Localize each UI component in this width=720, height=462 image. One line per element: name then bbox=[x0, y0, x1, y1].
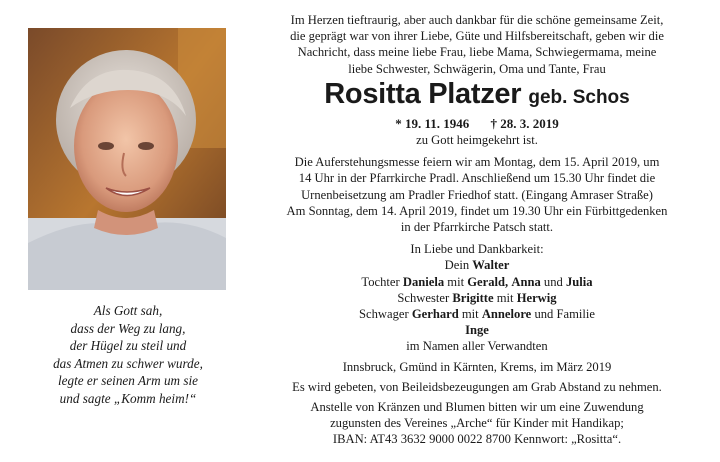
mourner-sister: Schwester Brigitte mit Herwig bbox=[397, 290, 557, 305]
death-date: † 28. 3. 2019 bbox=[490, 115, 559, 131]
intro-line: Im Herzen tieftraurig, aber auch dankbar für die schöne gemeinsame Zeit, bbox=[290, 13, 664, 27]
deceased-name: Rositta Platzer bbox=[324, 77, 522, 110]
passed-line: zu Gott heimgekehrt ist. bbox=[416, 133, 538, 148]
portrait-photo bbox=[28, 28, 226, 290]
mass-line: Die Auferstehungsmesse feiern wir am Montag, dem 15. April 2019, um bbox=[294, 155, 660, 170]
poem-line: dass der Weg zu lang, bbox=[70, 320, 186, 336]
intro-line: Nachricht, dass meine liebe Frau, liebe Mama, Schwiegermama, meine bbox=[297, 45, 657, 60]
mourner-husband: Dein Walter bbox=[444, 258, 510, 273]
distance-note: Es wird gebeten, von Beileidsbezeugungen am Grab Abstand zu nehmen. bbox=[292, 379, 662, 394]
mourner-other: Inge bbox=[465, 323, 489, 338]
mourner-daughter: Tochter Daniela mit Gerald, Anna und Julia bbox=[361, 274, 593, 289]
mass-line: Urnenbeisetzung am Pradler Friedhof statt. (Eingang Amraser Straße) bbox=[301, 187, 653, 202]
donation-line: zugunsten des Vereines „Arche“ für Kinder mit Handikap; bbox=[330, 416, 624, 431]
deceased-name-line bbox=[250, 77, 704, 116]
mass-line: 14 Uhr in der Pfarrkirche Pradl. Anschließend um 15.30 Uhr findet die bbox=[298, 171, 656, 186]
donation-line: Anstelle von Kränzen und Blumen bitten wir um eine Zuwendung bbox=[310, 400, 644, 415]
mourner-relatives: im Namen aller Verwandten bbox=[406, 339, 548, 354]
poem-line: das Atmen zu schwer wurde, bbox=[53, 355, 203, 371]
mourners-intro: In Liebe und Dankbarkeit: bbox=[410, 242, 544, 257]
prayer-line: Am Sonntag, dem 14. April 2019, findet um 19.30 Uhr ein Fürbittgedenken bbox=[286, 203, 668, 218]
poem-line: der Hügel zu steil und bbox=[69, 338, 187, 354]
mourner-brother-in-law: Schwager Gerhard mit Annelore und Familie bbox=[359, 307, 595, 322]
intro-line: die geprägt war von ihrer Liebe, Güte und Hilfsbereitschaft, geben wir die bbox=[290, 29, 664, 44]
birth-name: geb. Schos bbox=[528, 86, 630, 108]
poem-line: und sagte „Komm heim!“ bbox=[59, 390, 197, 406]
poem bbox=[8, 302, 248, 408]
portrait-image bbox=[28, 28, 226, 290]
place-date: Innsbruck, Gmünd in Kärnten, Krems, im März 2019 bbox=[342, 359, 612, 374]
prayer-line: in der Pfarrkirche Patsch statt. bbox=[400, 220, 554, 235]
birth-date: * 19. 11. 1946 bbox=[395, 115, 470, 131]
life-dates bbox=[250, 116, 704, 132]
poem-line: Als Gott sah, bbox=[93, 303, 163, 318]
donation-line: IBAN: AT43 3632 9000 0022 8700 Kennwort: „Rositta“. bbox=[332, 432, 622, 447]
announcement-text bbox=[250, 12, 704, 448]
poem-line: legte er seinen Arm um sie bbox=[57, 373, 199, 389]
intro-line: liebe Schwester, Schwägerin, Oma und Tante, Frau bbox=[348, 61, 606, 76]
